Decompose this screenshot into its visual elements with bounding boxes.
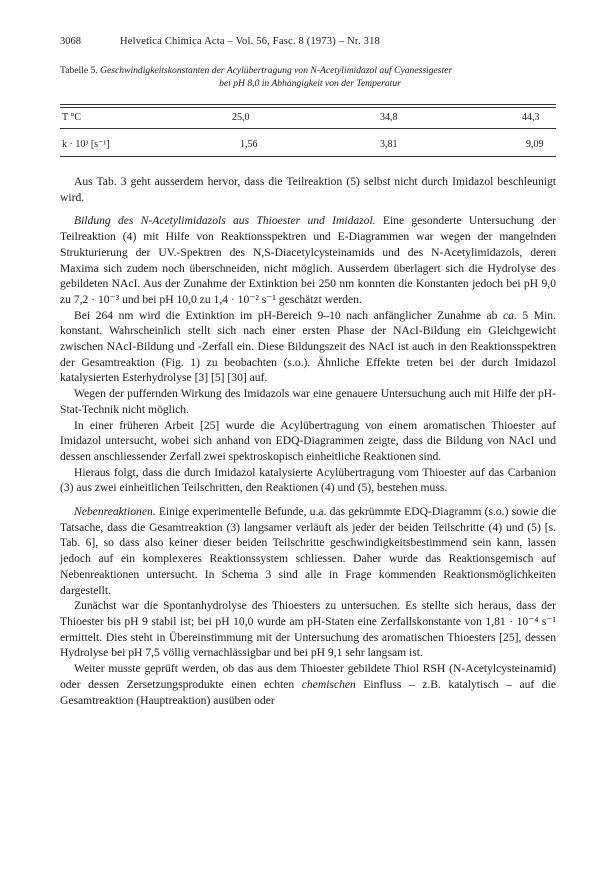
running-head — [60, 36, 560, 50]
table-header-value: 25,0 — [232, 112, 250, 123]
table-cell: 3,81 — [380, 139, 398, 150]
paragraph: In einer früheren Arbeit [25] wurde die Acylübertragung von einem aromatischen Thioester auf Imidazol untersucht, wobei sich anhand von EDQ-Diagrammen zeigte, dass die Bildung von NAcI und dessen anschliessender Zerfall zwei spektroskopisch einheitliche Reaktionen sind. — [60, 418, 556, 463]
table-caption-subtitle: bei pH 8,0 in Abhängigkeit von der Temperatur — [219, 77, 401, 89]
table-bottom-rule — [60, 156, 556, 157]
table-header-value: 34,8 — [380, 112, 398, 123]
paragraph: Bildung des N-Acetylimidazols aus Thioester und Imidazol. Eine gesonderte Untersuchung der Teilreaktion (4) mit Hilfe von Reaktionsspektren und E-Diagrammen war wegen der mangelnden Strukturierung der UV.-Spektren des N,S-Diacetylcysteinamids und des N-Acetylimidazols, deren Maxima sich zudem noch überschneiden, nicht möglich. Ausserdem überlagert sich die Hydrolyse des gebildeten NAcI. Aus der Zunahme der Extinktion bei 250 nm konnten die Konstanten jedoch bei pH 9,0 zu 7,2 · 10⁻³ und bei pH 10,0 zu 1,4 · 10⁻² s⁻¹ geschätzt werden. — [60, 214, 556, 306]
paragraph: Hieraus folgt, dass die durch Imidazol katalysierte Acylübertragung vom Thioester auf das Carbanion (3) aus zwei einheitlichen Teilschritten, den Reaktionen (4) und (5), bestehen muss. — [60, 465, 556, 495]
table-cell: 9,09 — [526, 139, 544, 150]
body-text — [60, 174, 556, 708]
journal-citation: Helvetica Chimica Acta – Vol. 56, Fasc. 8 (1973) – Nr. 318 — [120, 36, 380, 47]
paragraph: Aus Tab. 3 geht ausserdem hervor, dass die Teilreaktion (5) selbst nicht durch Imidazol beschleunigt wird. — [60, 175, 556, 204]
paragraph: Wegen der puffernden Wirkung des Imidazols war eine genauere Untersuchung auch mit Hilfe der pH-Stat-Technik nicht möglich. — [60, 387, 556, 416]
section-heading: Bildung des N-Acetylimidazols aus Thioester und Imidazol. — [74, 214, 376, 228]
paragraph: Nebenreaktionen. Einige experimentelle Befunde, u.a. das gekrümmte EDQ-Diagramm (s.o.) sowie die Tatsache, dass die Gesamtreaktion (3) langsamer verläuft als jeder der beiden Teilschritte (4) und (5) [s. Tab. 6], so dass also keiner dieser beiden Teilschritte geschwindigkeitsbestimmend sein kann, lassen jedoch auf ein komplexeres Reaktionssystem schliessen. Daher wurde das Reaktionsgemisch auf Nebenreaktionen untersucht. In Schema 3 sind alle in Frage kommenden Reaktionsmöglichkeiten dargestellt. — [60, 505, 556, 597]
table-header-value: 44,3 — [522, 112, 540, 123]
paragraph: Bei 264 nm wird die Extinktion im pH-Bereich 9–10 nach anfänglicher Zunahme ab ca. 5 Min. konstant. Wahrscheinlich stellt sich nach einer ersten Phase der NAcI-Bildung ein Gleichgewicht zwischen NAcI-Bildung und -Zerfall ein. Diese Bildungszeit des NAcI ist auch in den Reaktionsspektren der Gesamtreaktion (Fig. 1) zu beobachten (s.o.). Ähnliche Effekte treten bei der durch Imidazol katalysierten Esterhydrolyse [3] [5] [30] auf. — [60, 308, 557, 385]
table-caption — [60, 65, 560, 90]
section-heading: Nebenreaktionen. — [74, 505, 156, 519]
table-caption-title: Geschwindigkeitskonstanten der Acylübertragung von N-Acetylimidazol auf Cyanessigester — [100, 65, 453, 76]
page-number: 3068 — [60, 36, 81, 47]
table-header-label: T °C — [62, 112, 82, 123]
table-cell: 1,56 — [240, 139, 258, 150]
table-mid-rule — [60, 128, 556, 129]
table-caption-prefix: Tabelle 5. — [60, 65, 98, 76]
paragraph: Weiter musste geprüft werden, ob das aus dem Thioester gebildete Thiol RSH (N-Acetylcysteinamid) oder dessen Zersetzungsprodukte einen echten chemischen Einfluss – z.B. katalytisch – auf die Gesamtreaktion (Hauptreaktion) ausüben oder — [60, 662, 556, 707]
paragraph: Zunächst war die Spontanhydrolyse des Thioesters zu untersuchen. Es stellte sich heraus, dass der Thioester bis pH 9 stabil ist; bei pH 10,0 wurde am pH-Staten eine Zerfallskonstante von 1,81 · 10⁻⁴ s⁻¹ ermittelt. Dies steht in Übereinstimmung mit der Untersuchung des aromatischen Thioesters [25], dessen Hydrolyse bei pH 7,5 völlig vernachlässigbar und bei pH 9,1 sehr langsam ist. — [60, 599, 556, 660]
table-row-label: k · 10³ [s⁻¹] — [62, 139, 110, 150]
table-top-rule — [60, 104, 556, 108]
